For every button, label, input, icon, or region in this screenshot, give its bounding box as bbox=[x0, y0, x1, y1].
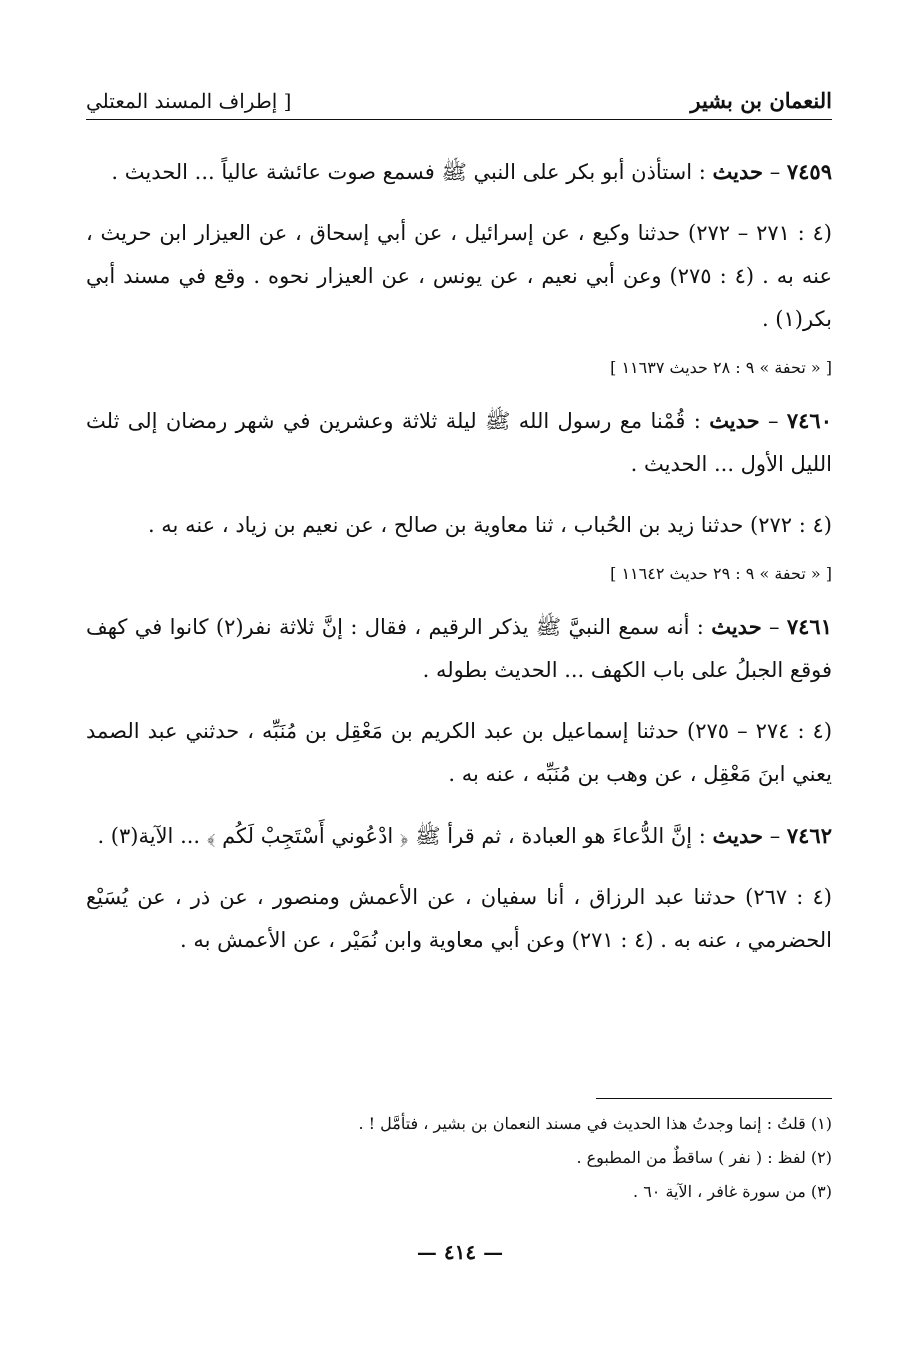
footnote-divider bbox=[596, 1098, 832, 1099]
hadith-number: ٧٤٦٠ bbox=[786, 408, 832, 433]
hadith-chain: (٤ : ٢٧٢) حدثنا زيد بن الحُباب ، ثنا معاوية بن صالح ، عن نعيم بن زياد ، عنه به . bbox=[147, 513, 832, 537]
footnotes bbox=[86, 1098, 832, 1209]
header-title-right: النعمان بن بشير bbox=[690, 88, 832, 113]
hadith-chain: (٤ : ٢٧١ – ٢٧٢) حدثنا وكيع ، عن إسرائيل ، عن أبي إسحاق ، عن العيزار ابن حريث ، عنه به . (٤ : ٢٧٥) وعن أبي نعيم ، عن يونس ، عن العيزار نحوه . وقع في مسند أبي بكر(١) . bbox=[86, 221, 832, 331]
hadith-text: : قُمْنا مع رسول الله ﷺ ليلة ثلاثة وعشرين في شهر رمضان إلى ثلث الليل الأول ... الحديث . bbox=[86, 409, 832, 476]
hadith-entry: ٧٤٦٠ – حديث : قُمْنا مع رسول الله ﷺ ليلة ثلاثة وعشرين في شهر رمضان إلى ثلث الليل الأول ... الحديث . bbox=[86, 408, 832, 476]
hadith-keyword: حديث bbox=[711, 614, 762, 639]
hadith-chain: (٤ : ٢٦٧) حدثنا عبد الرزاق ، أنا سفيان ، عن الأعمش ومنصور ، عن ذر ، عن يُسَيْع الحضرمي ، عنه به . (٤ : ٢٧١) وعن أبي معاوية وابن نُمَيْر ، عن الأعمش به . bbox=[86, 885, 832, 952]
footnote: (٢) لفظ : ( نفر ) ساقطٌ من المطبوع . bbox=[576, 1148, 832, 1167]
hadith-entry: ٧٤٦٢ – حديث : إنَّ الدُّعاءَ هو العبادة ، ثم قرأ ﷺ ﴿ ادْعُوني أَسْتَجِبْ لَكُم ﴾ ... الآية(٣) . bbox=[97, 823, 832, 848]
header-title-left: [ إطراف المسند المعتلي bbox=[86, 89, 292, 113]
hadith-text: : أنه سمع النبيَّ ﷺ يذكر الرقيم ، فقال : إنَّ ثلاثة نفر(٢) كانوا في كهف فوقع الجبلُ على باب الكهف ... الحديث بطوله . bbox=[86, 615, 832, 682]
page-number: — ٤١٤ — bbox=[416, 1240, 504, 1264]
hadith-entry: ٧٤٥٩ – حديث : استأذن أبو بكر على النبي ﷺ فسمع صوت عائشة عالياً ... الحديث . bbox=[111, 159, 832, 184]
tuhfa-reference: [ « تحفة » ٩ : ٢٨ حديث ١١٦٣٧ ] bbox=[610, 358, 832, 377]
hadith-chain: (٤ : ٢٧٤ – ٢٧٥) حدثنا إسماعيل بن عبد الكريم بن مَعْقِل بن مُنَبِّه ، حدثني عبد الصمد يعني ابنَ مَعْقِل ، عن وهب بن مُنَبِّه ، عنه به . bbox=[86, 719, 833, 786]
main-content bbox=[86, 150, 832, 980]
hadith-text: : استأذن أبو بكر على النبي ﷺ فسمع صوت عائشة عالياً ... الحديث . bbox=[111, 160, 706, 184]
hadith-keyword: حديث bbox=[712, 159, 764, 184]
tuhfa-reference: [ « تحفة » ٩ : ٢٩ حديث ١١٦٤٢ ] bbox=[610, 564, 832, 583]
hadith-text: : إنَّ الدُّعاءَ هو العبادة ، ثم قرأ ﷺ ﴿ ادْعُوني أَسْتَجِبْ لَكُم ﴾ ... الآية(٣) . bbox=[97, 824, 706, 848]
footnote: (٣) من سورة غافر ، الآية ٦٠ . bbox=[633, 1182, 832, 1201]
footnote: (١) قلتُ : إنما وجدتُ هذا الحديث في مسند النعمان بن بشير ، فتأمَّل ! . bbox=[358, 1114, 832, 1133]
hadith-number: ٧٤٦١ bbox=[786, 614, 832, 639]
hadith-keyword: حديث bbox=[709, 408, 760, 433]
hadith-number: ٧٤٥٩ bbox=[786, 159, 832, 184]
hadith-keyword: حديث bbox=[712, 823, 764, 848]
running-header bbox=[86, 88, 832, 120]
hadith-entry: ٧٤٦١ – حديث : أنه سمع النبيَّ ﷺ يذكر الرقيم ، فقال : إنَّ ثلاثة نفر(٢) كانوا في كهف فوقع الجبلُ على باب الكهف ... الحديث بطوله . bbox=[86, 614, 832, 682]
hadith-number: ٧٤٦٢ bbox=[786, 823, 832, 848]
